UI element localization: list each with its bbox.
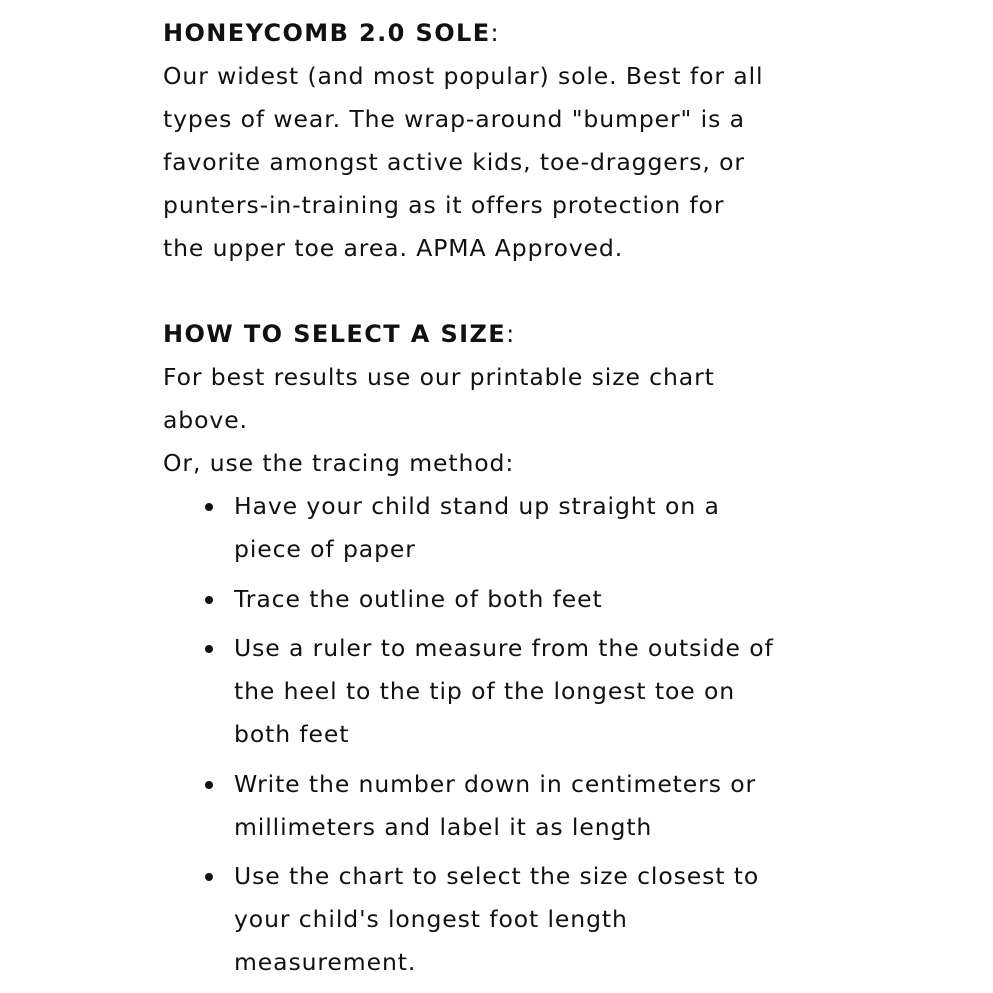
tracing-step-line: Use the chart to select the size closest to xyxy=(234,862,760,890)
sole-description-line: Our widest (and most popular) sole. Best for all xyxy=(163,62,764,90)
bullet-icon xyxy=(205,645,213,653)
size-heading-colon: : xyxy=(506,320,516,348)
size-intro-line: For best results use our printable size chart xyxy=(163,363,715,391)
tracing-step-line: measurement. xyxy=(234,948,417,976)
size-heading-text: HOW TO SELECT A SIZE xyxy=(163,320,507,348)
sole-description-line: favorite amongst active kids, toe-draggers, or xyxy=(163,148,745,176)
size-heading xyxy=(163,313,883,356)
tracing-step-line: your child's longest foot length xyxy=(234,905,628,933)
tracing-step xyxy=(163,578,883,621)
size-intro-line: Or, use the tracing method: xyxy=(163,449,515,477)
sole-heading xyxy=(163,12,883,55)
sole-description-line: punters-in-training as it offers protection for xyxy=(163,191,725,219)
tracing-step-line: millimeters and label it as length xyxy=(234,812,653,841)
tracing-step-line: piece of paper xyxy=(234,535,416,563)
tracing-step xyxy=(163,855,883,984)
tracing-step xyxy=(163,485,883,571)
tracing-step xyxy=(163,763,883,849)
tracing-step-line: both feet xyxy=(234,720,350,748)
tracing-step-line: Write the number down in centimeters or xyxy=(234,769,757,798)
bullet-icon xyxy=(205,503,213,511)
sole-description-line: the upper toe area. APMA Approved. xyxy=(163,234,624,262)
size-intro xyxy=(163,356,883,485)
sole-description xyxy=(163,55,883,270)
section-spacer xyxy=(163,270,883,313)
tracing-step xyxy=(163,627,883,756)
sole-heading-text: HONEYCOMB 2.0 SOLE xyxy=(163,19,491,47)
bullet-icon xyxy=(205,873,213,881)
product-description xyxy=(163,12,883,991)
bullet-icon xyxy=(205,781,213,789)
size-intro-line: above. xyxy=(163,406,248,434)
bullet-icon xyxy=(205,596,213,604)
tracing-step-line: the heel to the tip of the longest toe on xyxy=(234,677,736,705)
tracing-step-line: Trace the outline of both feet xyxy=(234,584,603,613)
sole-heading-colon: : xyxy=(490,19,500,47)
tracing-step-line: Use a ruler to measure from the outside of xyxy=(234,634,774,662)
tracing-step-line: Have your child stand up straight on a xyxy=(234,492,720,520)
tracing-steps-list xyxy=(163,485,883,984)
sole-description-line: types of wear. The wrap-around "bumper" is a xyxy=(163,105,745,133)
